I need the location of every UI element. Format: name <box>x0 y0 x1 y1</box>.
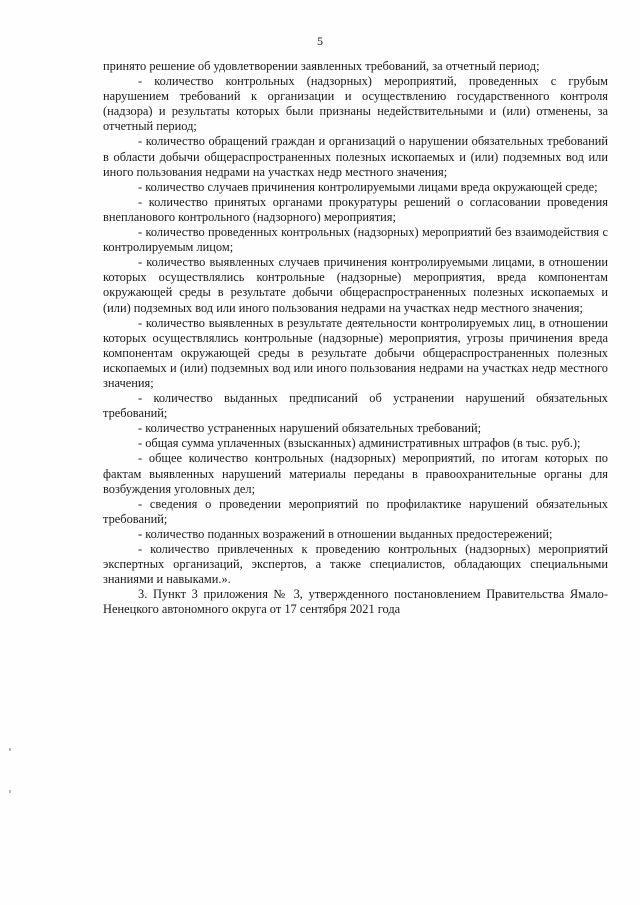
paragraph-6: - количество проведенных контрольных (надзорных) мероприятий без взаимодействия с контролируемым лицом; <box>103 225 608 255</box>
paragraph-10: - количество устраненных нарушений обязательных требований; <box>138 421 482 436</box>
scan-margin-mark <box>9 748 11 751</box>
paragraph-2: - количество контрольных (надзорных) мероприятий, проведенных с грубым нарушением требований к организации и осуществлению государственного контроля (надзора) и результаты которых были признаны недействительными и (или) отменены, за отчетный период; <box>103 74 608 134</box>
paragraph-13: - сведения о проведении мероприятий по профилактике нарушений обязательных требований; <box>103 496 608 526</box>
paragraph-4: - количество случаев причинения контролируемыми лицами вреда окружающей среде; <box>138 179 598 194</box>
paragraph-16: 3. Пункт 3 приложения № 3, утвержденного постановлением Правительства Ямало-Ненецкого автономного округа от 17 сентября 2021 года <box>103 587 608 617</box>
paragraph-5: - количество принятых органами прокуратуры решений о согласовании проведения внепланового контрольного (надзорного) мероприятия; <box>103 194 608 224</box>
paragraph-9: - количество выданных предписаний об устранении нарушений обязательных требований; <box>103 391 608 421</box>
paragraph-7: - количество выявленных случаев причинения контролируемыми лицами, в отношении которых осуществлялись контрольные (надзорные) мероприятия, вреда компонентам окружающей среды в результате добычи общераспространенных полезных ископаемых и (или) подземных вод или иного пользования недрами на участках недр местного значения; <box>103 255 608 315</box>
paragraph-12: - общее количество контрольных (надзорных) мероприятий, по итогам которых по фактам выявленных нарушений материалы переданы в правоохранительные органы для возбуждения уголовных дел; <box>103 451 608 496</box>
paragraph-3: - количество обращений граждан и организаций о нарушении обязательных требований в области добычи общераспространенных полезных ископаемых и (или) подземных вод или иного пользования недрами на участках недр местного значения; <box>103 134 608 179</box>
paragraph-14: - количество поданных возражений в отношении выданных предостережений; <box>138 526 553 541</box>
paragraph-11: - общая сумма уплаченных (взысканных) административных штрафов (в тыс. руб.); <box>138 436 581 451</box>
paragraph-8: - количество выявленных в результате деятельности контролируемых лиц, в отношении которых осуществлялись контрольные (надзорные) мероприятия, угрозы причинения вреда компонентам окружающей среды в результате добычи общераспространенных полезных ископаемых и (или) подземных вод или иного пользования недрами на участках недр местного значения; <box>103 315 608 390</box>
page-number: 5 <box>317 34 323 48</box>
document-body <box>103 59 608 617</box>
paragraph-15: - количество привлеченных к проведению контрольных (надзорных) мероприятий экспертных организаций, экспертов, а также специалистов, обладающих специальными знаниями и навыками.». <box>103 542 608 587</box>
paragraph-1: принято решение об удовлетворении заявленных требований, за отчетный период; <box>103 59 540 73</box>
scan-margin-mark <box>9 790 11 793</box>
